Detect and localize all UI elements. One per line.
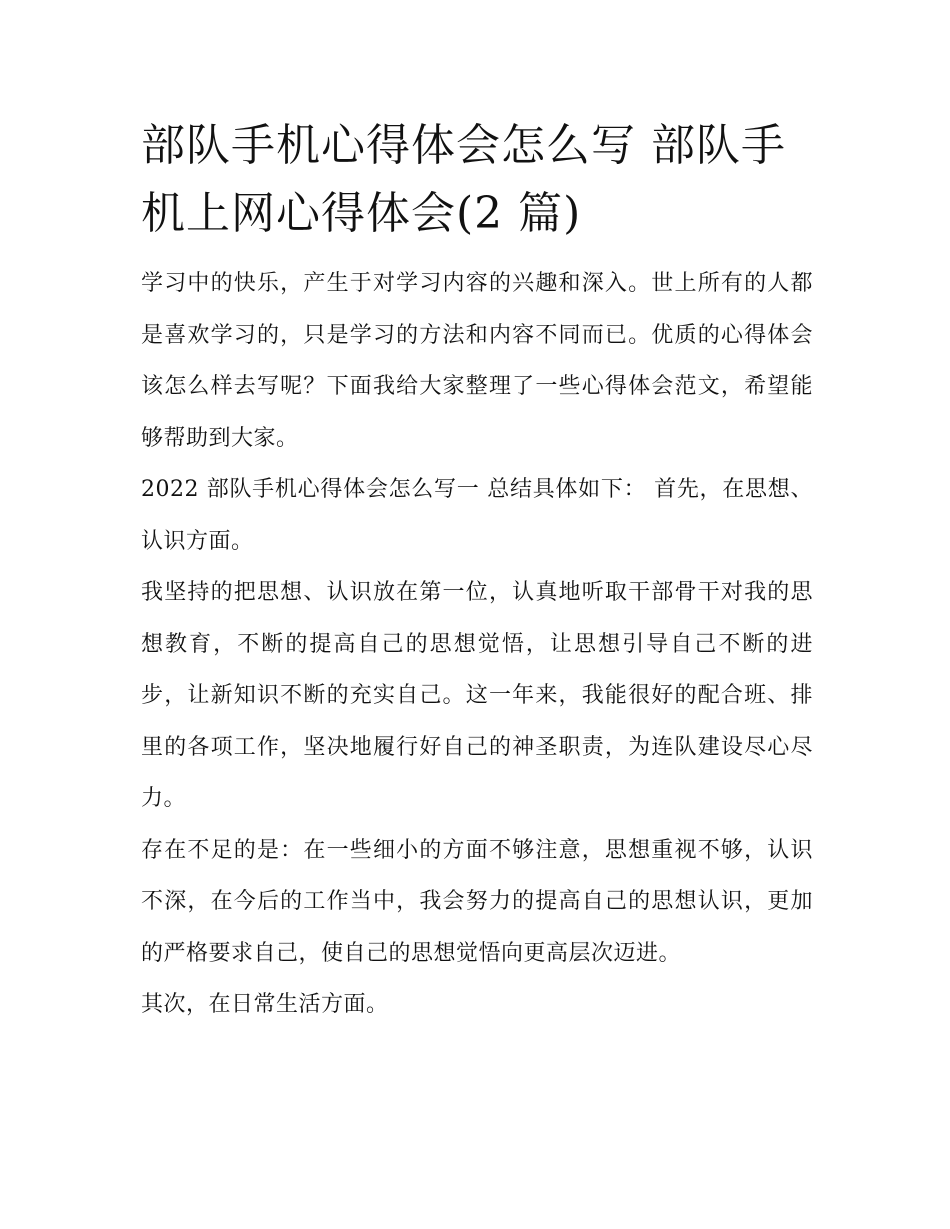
document-title: 部队手机心得体会怎么写 部队手机上网心得体会(2 篇): [141, 120, 786, 239]
paragraph-heading-one: 2022 部队手机心得体会怎么写一 总结具体如下： 首先，在思想、认识方面。: [141, 477, 813, 554]
document-body: [141, 258, 813, 1031]
paragraph-thought: 我坚持的把思想、认识放在第一位，认真地听取干部骨干对我的思想教育，不断的提高自己的思想觉悟，让思想引导自己不断的进步，让新知识不断的充实自己。这一年来，我能很好的配合班、排里的各项工作，坚决地履行好自己的神圣职责，为连队建设尽心尽力。: [141, 580, 813, 811]
paragraph-shortcomings: 存在不足的是：在一些细小的方面不够注意，思想重视不够，认识不深，在今后的工作当中，我会努力的提高自己的思想认识，更加的严格要求自己，使自己的思想觉悟向更高层次迈进。: [141, 837, 813, 966]
paragraph-daily-life: 其次，在日常生活方面。: [141, 992, 389, 1017]
document-page: [141, 112, 813, 1031]
paragraph-intro: 学习中的快乐，产生于对学习内容的兴趣和深入。世上所有的人都是喜欢学习的，只是学习的方法和内容不同而已。优质的心得体会该怎么样去写呢？下面我给大家整理了一些心得体会范文，希望能够帮助到大家。: [141, 271, 813, 451]
